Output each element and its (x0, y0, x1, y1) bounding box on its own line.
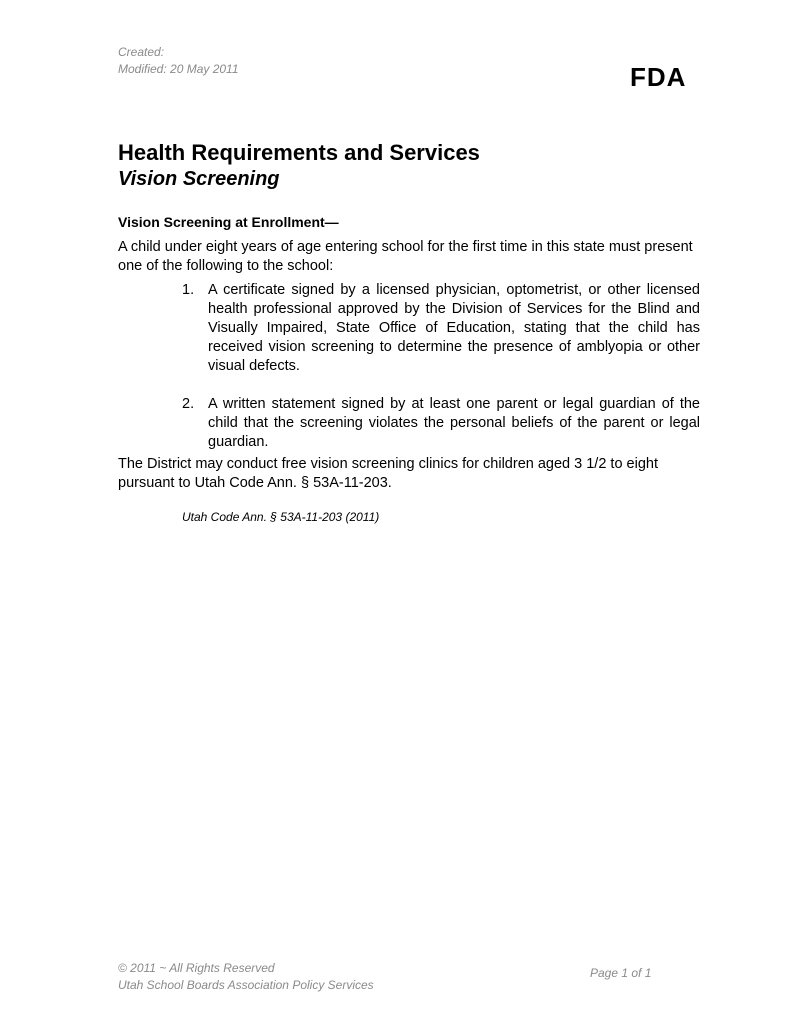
organization-name: Utah School Boards Association Policy Services (118, 978, 374, 992)
closing-paragraph: The District may conduct free vision screening clinics for children aged 3 1/2 to eight pursuant to Utah Code Ann. § 53A-11-203. (118, 456, 658, 491)
list-item-number: 2. (182, 396, 195, 412)
intro-paragraph: A child under eight years of age entering school for the first time in this state must present one of the following to the school: (118, 239, 693, 274)
modified-date: Modified: 20 May 2011 (118, 62, 239, 76)
list-item-text: A certificate signed by a licensed physician, optometrist, or other licensed health professional approved by the Division of Services for the Blind and Visually Impaired, State Office of Education, stating that the child has received vision screening to determine the presence of amblyopia or other visual defects. (208, 282, 700, 374)
page-subtitle: Vision Screening (118, 168, 280, 190)
list-item-text: A written statement signed by at least one parent or legal guardian of the child that the screening violates the personal beliefs of the parent or legal guardian. (208, 396, 700, 450)
requirements-list (182, 281, 700, 471)
page-number: Page 1 of 1 (590, 966, 652, 980)
list-item-number: 1. (182, 282, 195, 298)
copyright-text: © 2011 ~ All Rights Reserved (118, 961, 275, 975)
document-meta (118, 44, 239, 78)
footer-credits (118, 960, 374, 994)
section-heading: Vision Screening at Enrollment— (118, 214, 339, 230)
page-title: Health Requirements and Services (118, 140, 480, 165)
created-label: Created: (118, 45, 165, 59)
list-item (182, 281, 700, 376)
list-item (182, 395, 700, 452)
legal-citation: Utah Code Ann. § 53A-11-203 (2011) (182, 510, 380, 524)
policy-code: FDA (630, 62, 687, 92)
